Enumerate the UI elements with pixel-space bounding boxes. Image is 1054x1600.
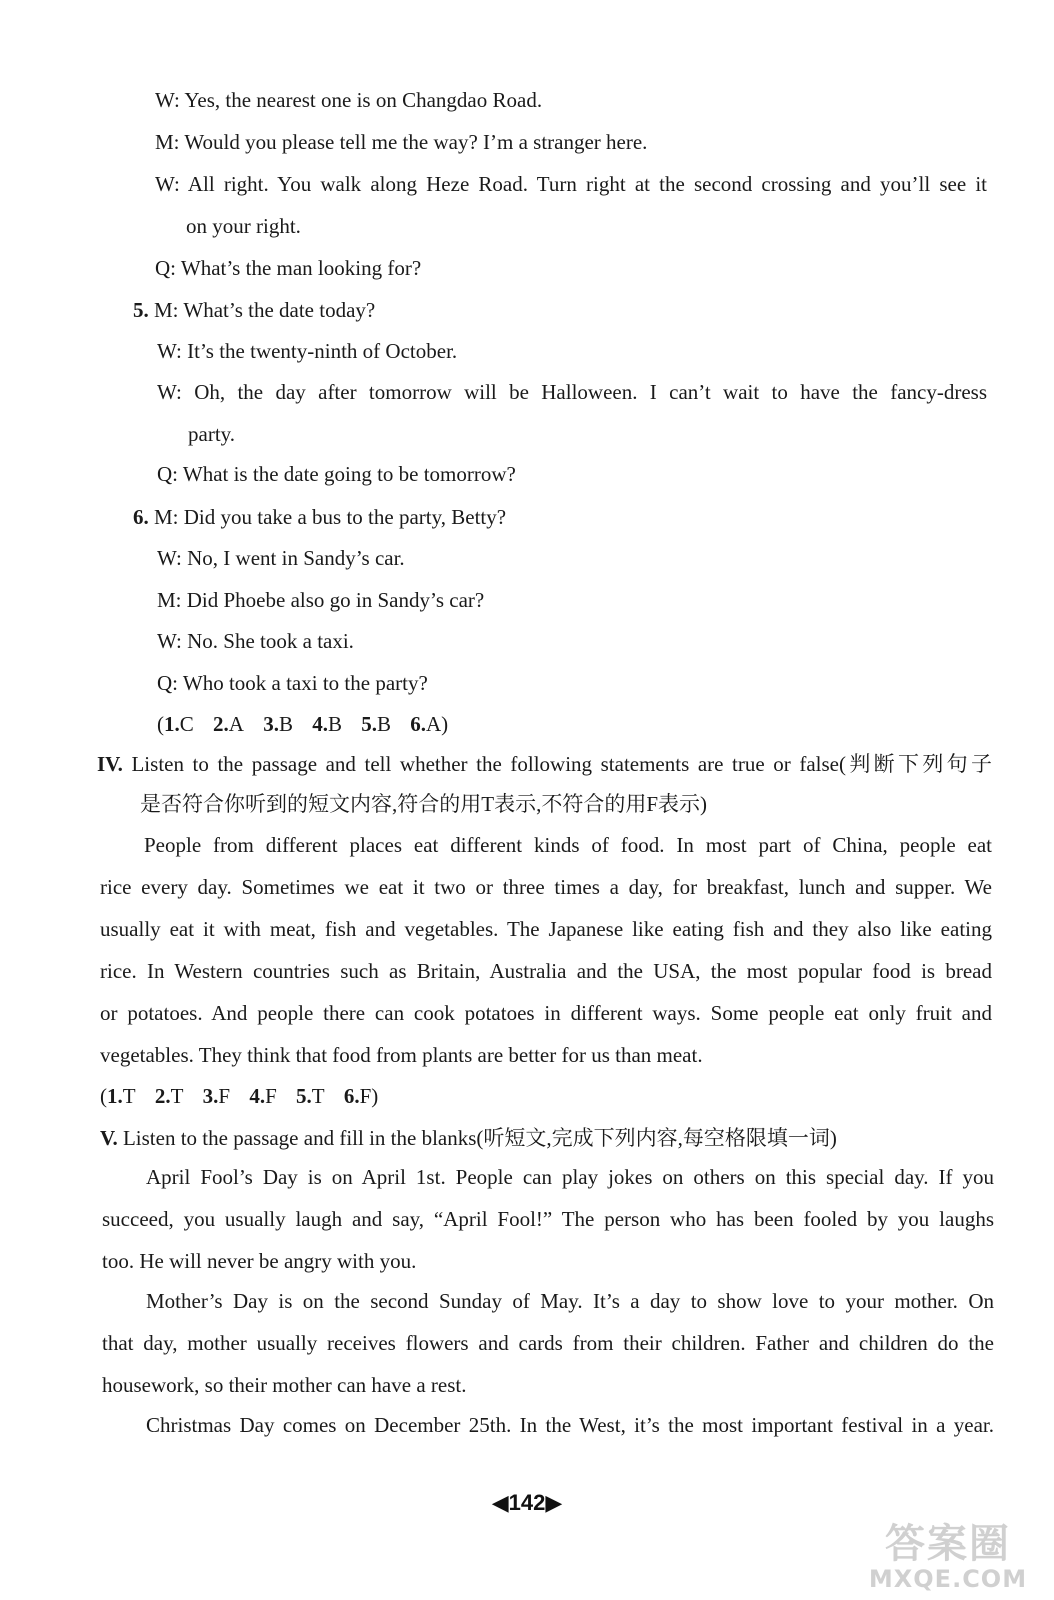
left-arrow-icon: ◀ [491,1490,509,1515]
right-arrow-icon: ▶ [545,1490,563,1515]
section-title-cont: 是否符合你听到的短文内容,符合的用T表示,不符合的用F表示) [140,792,707,816]
passage-april-fool: April Fool’s Day is on April 1st. People can play jokes on others on this special day. If you succeed, you usually laugh and say, “April Fool!” The person who has been fooled by you laughs too. He will never be angry with you. [102,1165,994,1273]
dialogue-line: W: All right. You walk along Heze Road. Turn right at the second crossing and you’ll see it [155,172,987,196]
question-number: 6. [133,505,149,529]
section-title: Listen to the passage and fill in the blanks(听短文,完成下列内容,每空格限填一词) [122,1126,837,1150]
dialogue-line: W: No. She took a taxi. [157,629,354,653]
dialogue-line: Q: What’s the man looking for? [155,256,422,280]
dialogue-line: Q: What is the date going to be tomorrow? [157,462,516,486]
dialogue-line: W: Oh, the day after tomorrow will be Halloween. I can’t wait to have the fancy-dress [157,380,987,404]
dialogue-line: M: What’s the date today? [154,298,376,322]
dialogue-line: W: Yes, the nearest one is on Changdao Road. [155,88,543,112]
dialogue-line: M: Did Phoebe also go in Sandy’s car? [157,588,485,612]
dialogue-line: M: Would you please tell me the way? I’m a stranger here. [155,130,648,154]
question-6 [133,503,506,531]
passage-christmas: Christmas Day comes on December 25th. In the West, it’s the most important festival in a year. [146,1413,994,1437]
watermark-logo: 答案圈 MXQE.COM [868,1521,1028,1593]
answer-key: (1.T 2.T 3.F 4.F 5.T 6.F) [100,1084,379,1108]
question-number: 5. [133,298,149,322]
question-5 [133,296,375,324]
dialogue-line: party. [188,422,236,446]
section-title: Listen to the passage and tell whether the following statements are true or false(判断下列句子 [131,752,992,776]
dialogue-line: M: Did you take a bus to the party, Betty? [154,505,507,529]
passage-mothers-day: Mother’s Day is on the second Sunday of May. It’s a day to show love to your mother. On that day, mother usually receives flowers and cards from their children. Father and children do the housework, so their mother can have a rest. [102,1289,994,1397]
section-heading-iv [97,750,992,778]
answer-key: (1.C 2.A 3.B 4.B 5.B 6.A) [157,712,449,736]
dialogue-line: Q: Who took a taxi to the party? [157,671,428,695]
passage-food: People from different places eat different kinds of food. In most part of China, people eat rice every day. Sometimes we eat it two or three times a day, for breakfast, lunch and supper. We usually eat it with meat, fish and vegetables. The Japanese like eating fish and they also like eating rice. In Western countries such as Britain, Australia and the USA, the most popular food is bread or potatoes. And people there can cook potatoes in different ways. Some people eat only fruit and vegetables. They think that food from plants are better for us than meat. [100,833,992,1067]
dialogue-line: on your right. [186,214,301,238]
section-numeral: V. [100,1126,118,1150]
section-heading-v [100,1124,837,1152]
page-number: ◀142▶ [491,1490,563,1515]
dialogue-line: W: No, I went in Sandy’s car. [157,546,405,570]
dialogue-line: W: It’s the twenty-ninth of October. [157,339,458,363]
section-numeral: IV. [97,752,123,776]
